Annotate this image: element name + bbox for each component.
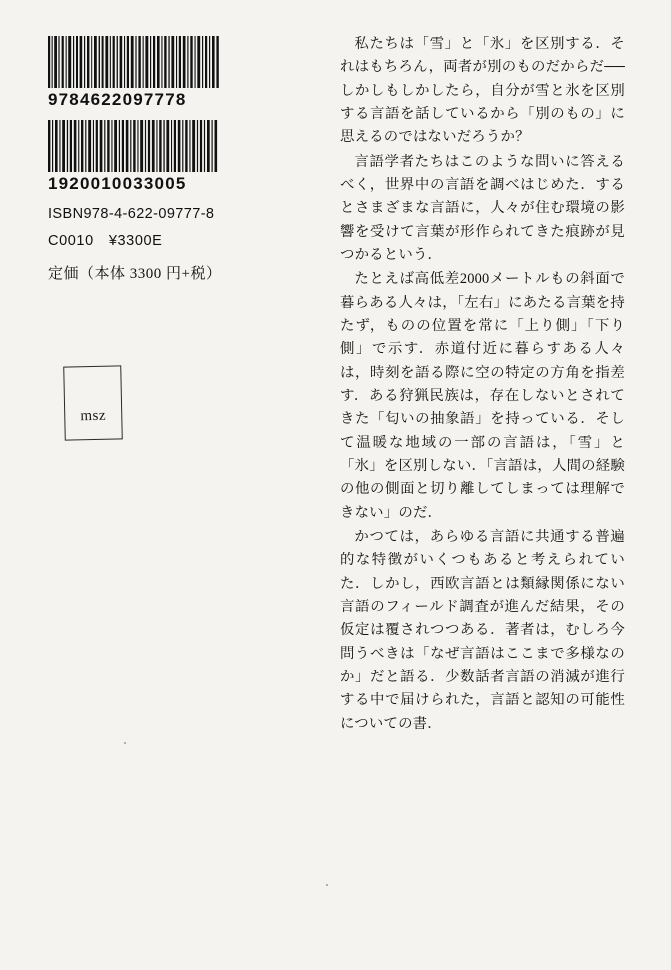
isbn-barcode-number: 9784622097778: [48, 90, 187, 109]
blurb-paragraph: かつては，あらゆる言語に共通する普遍的な特徴がいくつもあると考えられていた．しかし，西欧言語とは類縁関係にない言語のフィールド調査が進んだ結果，その仮定は覆されつつある．著者は，むしろ今問うべきは「なぜ言語はここまで多様なのか」だと語る．少数話者言語の消滅が進行する中で届けられた，言語と認知の可能性についての書．: [340, 528, 625, 732]
blurb-paragraph: 私たちは「雪」と「氷」を区別する．それはもちろん，両者が別のものだからだ──しかしもしかしたら，自分が雪と氷を区別する言語を話しているから「別のもの」に思えるのではないだろうか？: [340, 36, 625, 146]
publisher-logo-text: msz: [80, 407, 107, 425]
c-code-text: C0010 ¥3300E: [48, 233, 163, 249]
price-barcode: [48, 120, 220, 172]
publisher-logo-box: [63, 365, 123, 440]
blurb-paragraph: たとえば高低差2000メートルもの斜面で暮らある人々は，「左右」にあたる言葉を持たず，ものの位置を常に「上り側」「下り側」で示す．赤道付近に暮らすある人々は，時刻を語る際に空の特定の方角を指差す．ある狩猟民族は，存在しないとされてきた「匂いの抽象語」を持っている．そして温暖な地域の一部の言語は，「雪」と「氷」を区別しない．「言語は，人間の経験の他の側面と切り離してしまっては理解できない」のだ．: [340, 271, 625, 521]
price-text: 定価（本体 3300 円+税）: [48, 266, 222, 282]
isbn-barcode: [48, 36, 220, 88]
paper-speck: [326, 884, 328, 886]
price-barcode-block: [48, 120, 220, 194]
isbn-text: ISBN978-4-622-09777-8: [48, 206, 215, 222]
left-column: [48, 36, 278, 425]
isbn-barcode-block: [48, 36, 220, 110]
blurb-column: [340, 33, 625, 737]
paper-speck: [124, 742, 126, 744]
price-barcode-number: 1920010033005: [48, 174, 187, 193]
blurb-paragraph: 言語学者たちはこのような問いに答えるべく，世界中の言語を調べはじめた．するとさまざまな言語に，人々が住む環境の影響を受けて言葉が形作られてきた痕跡が見つかるという．: [340, 153, 625, 263]
